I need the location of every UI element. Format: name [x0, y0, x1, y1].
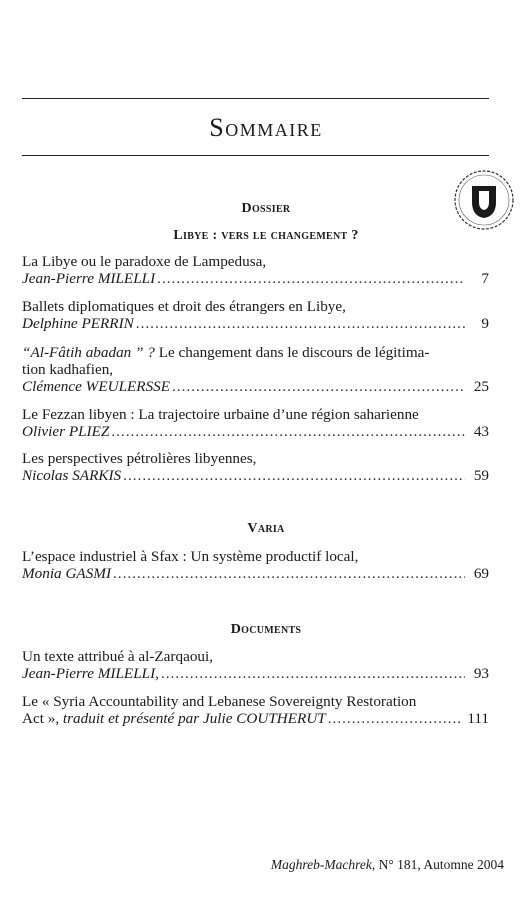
entry-title: Un texte attribué à al-Zarqaoui,	[22, 648, 214, 665]
entry-author: Jean-Pierre MILELLI,	[22, 665, 159, 682]
entry-author: Nicolas SARKIS	[22, 467, 122, 484]
entry-title-line2: tion kadhafien,	[22, 361, 114, 378]
section-heading-documents: Documents	[230, 622, 302, 637]
dot-leader	[172, 378, 465, 395]
dot-leader	[157, 270, 465, 287]
page-footer	[271, 857, 504, 873]
entry-title: Les perspectives pétrolières libyennes,	[22, 450, 257, 467]
library-stamp-icon	[452, 168, 516, 232]
toc-entry[interactable]	[22, 693, 489, 727]
toc-entry[interactable]	[22, 406, 489, 440]
dot-leader	[123, 467, 465, 484]
title-rule	[22, 155, 489, 156]
entry-page: 25	[473, 378, 489, 395]
dot-leader	[111, 423, 465, 440]
journal-name: Maghreb-Machrek	[270, 857, 372, 872]
dot-leader	[136, 315, 465, 332]
toc-entry[interactable]	[22, 648, 489, 682]
toc-entry[interactable]	[22, 253, 489, 287]
entry-author: Clémence WEULERSSE	[22, 378, 171, 395]
toc-entry[interactable]	[22, 450, 489, 484]
top-rule	[22, 98, 489, 99]
entry-title: Le Fezzan libyen : La trajectoire urbaine d’une région saharienne	[22, 406, 419, 423]
toc-entry[interactable]	[22, 298, 489, 332]
entry-title-continuation: Act »,	[22, 710, 63, 727]
entry-page: 43	[473, 423, 489, 440]
section-heading-varia: Varia	[247, 521, 285, 536]
entry-title: Ballets diplomatiques et droit des étrangers en Libye,	[22, 298, 346, 315]
entry-author: Monia GASMI	[22, 565, 111, 582]
entry-page: 7	[481, 270, 489, 287]
entry-title: La Libye ou le paradoxe de Lampedusa,	[22, 253, 267, 270]
entry-author: traduit et présenté par Julie COUTHERUT	[62, 710, 326, 727]
entry-title-line1	[22, 344, 489, 361]
entry-title: L’espace industriel à Sfax : Un système productif local,	[22, 548, 359, 565]
entry-page: 69	[473, 565, 489, 582]
section-heading-dossier: Dossier	[241, 201, 291, 216]
entry-page: 9	[481, 315, 489, 332]
toc-entry[interactable]	[22, 548, 489, 582]
entry-title: Le « Syria Accountability and Lebanese Sovereignty Restoration	[22, 693, 417, 710]
dot-leader	[113, 565, 465, 582]
entry-author: Olivier PLIEZ	[22, 423, 110, 440]
toc-entry[interactable]	[22, 344, 489, 395]
section-subheading-dossier: Libye : vers le changement ?	[173, 228, 359, 243]
entry-page: 111	[467, 710, 489, 727]
entry-title-italic: “Al-Fâtih abadan ” ?	[22, 344, 155, 361]
dot-leader	[161, 665, 465, 682]
dot-leader	[328, 710, 462, 727]
entry-title-rest: Le changement dans le discours de légitima-	[154, 344, 430, 361]
entry-page: 93	[473, 665, 489, 682]
page-title: Sommaire	[209, 113, 323, 142]
entry-page: 59	[473, 467, 489, 484]
entry-author: Jean-Pierre MILELLI	[22, 270, 156, 287]
entry-author: Delphine PERRIN	[22, 315, 134, 332]
issue-info: , N° 181, Automne 2004	[371, 857, 504, 872]
